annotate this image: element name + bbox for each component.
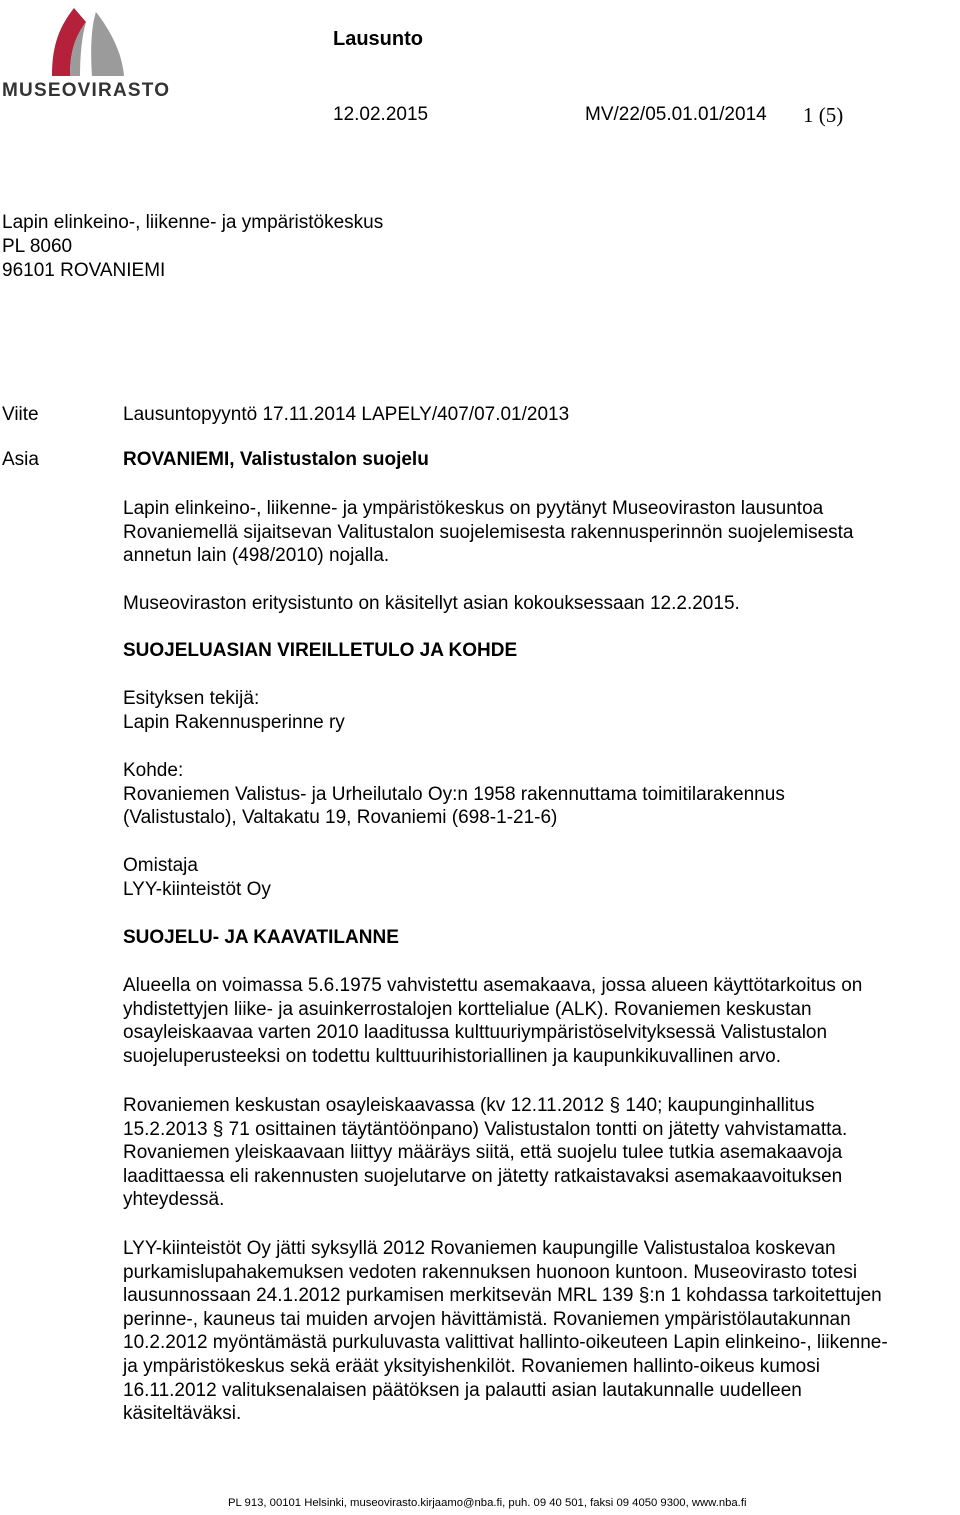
intro-paragraph — [123, 497, 938, 568]
text-line: Rovaniemen Valistus- ja Urheilutalo Oy:n 1958 rakennuttama toimitilarakennus — [123, 783, 785, 805]
museovirasto-logo — [0, 4, 176, 100]
text-line: Rovaniemen keskustan osayleiskaavassa (kv 12.11.2012 § 140; kaupunginhallitus — [123, 1095, 815, 1116]
page-footer: PL 913, 00101 Helsinki, museovirasto.kirjaamo@nba.fi, puh. 09 40 501, faksi 09 4050 9300, www.nba.fi — [228, 1497, 747, 1509]
text-line: 15.2.2013 § 71 osittainen täytäntöönpano) Valistustalon tontti on jätetty vahvistamatta. — [123, 1118, 848, 1140]
text-line: yhdistettyjen liike- ja asuinkerrostalojen korttelialue (ALK). Rovaniemen keskustan — [123, 998, 812, 1020]
owner-block — [123, 854, 938, 901]
text-line: perinne-, kauneus tai muiden arvojen hävittämistä. Rovaniemen ympäristölautakunnan — [123, 1308, 851, 1330]
logo-wordmark: MUSEOVIRASTO — [2, 80, 171, 101]
asia-label: Asia — [2, 449, 39, 470]
target-label: Kohde: — [123, 760, 184, 781]
text-line: LYY-kiinteistöt Oy jätti syksyllä 2012 Rovaniemen kaupungille Valistustaloa koskevan — [123, 1238, 836, 1259]
text-line: (Valistustalo), Valtakatu 19, Rovaniemi (698-1-21-6) — [123, 807, 558, 829]
target-block — [123, 759, 938, 830]
document-date: 12.02.2015 — [333, 104, 429, 125]
page-number: 1 (5) — [803, 103, 844, 127]
viite-value: Lausuntopyyntö 17.11.2014 LAPELY/407/07.01/2013 — [123, 404, 570, 425]
text-line: käsiteltäväksi. — [123, 1403, 242, 1425]
text-line: purkamislupahakemuksen vedoten rakennuksen huonoon kuntoon. Museovirasto totesi — [123, 1261, 858, 1283]
zoning-paragraph-2 — [123, 1094, 938, 1212]
text-line: osayleiskaavaa varten 2010 laaditussa kulttuuriympäristöselvityksessä Valistustalon — [123, 1022, 828, 1044]
text-line: ja ympäristökeskus sekä eräät yksityishenkilöt. Rovaniemen hallinto-oikeus kumosi — [123, 1355, 820, 1377]
text-line: yhteydessä. — [123, 1189, 225, 1211]
text-line: Rovaniemellä sijaitsevan Valitustalon suojelemisesta rakennusperinnön suojelemisesta — [123, 521, 854, 543]
text-line: Rovaniemen yleiskaavaan liittyy määräys siitä, että suojelu tulee tutkia asemakaavoja — [123, 1142, 843, 1164]
recipient-line-1: Lapin elinkeino-, liikenne- ja ympäristökeskus — [2, 212, 384, 233]
document-reference: MV/22/05.01.01/2014 — [585, 104, 767, 125]
owner-value: LYY-kiinteistöt Oy — [123, 878, 271, 900]
text-line: lausunnossaan 24.1.2012 purkamisen merkitsevän MRL 139 §:n 1 kohdassa tarkoitettujen — [123, 1285, 882, 1307]
asia-value: ROVANIEMI, Valistustalon suojelu — [123, 449, 429, 470]
proposer-block — [123, 687, 938, 734]
zoning-paragraph-3 — [123, 1237, 938, 1426]
owner-label: Omistaja — [123, 855, 198, 876]
text-line: Lapin elinkeino-, liikenne- ja ympäristökeskus on pyytänyt Museoviraston lausuntoa — [123, 498, 824, 519]
document-type: Lausunto — [333, 28, 423, 50]
section-heading-2: SUOJELU- JA KAAVATILANNE — [123, 927, 399, 948]
text-line: 10.2.2012 myöntämästä purkuluvasta valittivat hallinto-oikeuteen Lapin elinkeino-, liikenne- — [123, 1332, 888, 1354]
text-line: annetun lain (498/2010) nojalla. — [123, 545, 390, 567]
zoning-paragraph-1 — [123, 974, 938, 1068]
logo-mark-icon — [0, 4, 176, 84]
viite-label: Viite — [2, 404, 39, 425]
text-line: Alueella on voimassa 5.6.1975 vahvistettu asemakaava, jossa alueen käyttötarkoitus on — [123, 975, 863, 996]
recipient-line-2: PL 8060 — [2, 236, 73, 257]
proposer-value: Lapin Rakennusperinne ry — [123, 711, 345, 733]
section-heading-1: SUOJELUASIAN VIREILLETULO JA KOHDE — [123, 640, 518, 661]
text-line: 16.11.2012 valituksenalaisen päätöksen ja palautti asian lautakunnalle uudelleen — [123, 1379, 802, 1401]
proposer-label: Esityksen tekijä: — [123, 688, 260, 709]
text-line: laadittaessa eli rakennusten suojelutarve on jätetty ratkaistavaksi asemakaavoituksen — [123, 1165, 843, 1187]
recipient-line-3: 96101 ROVANIEMI — [2, 260, 166, 281]
text-line: suojeluperusteeksi on todettu kulttuurihistoriallinen ja kaupunkikuvallinen arvo. — [123, 1045, 782, 1067]
meeting-paragraph: Museoviraston eritysistunto on käsitellyt asian kokouksessaan 12.2.2015. — [123, 593, 740, 614]
